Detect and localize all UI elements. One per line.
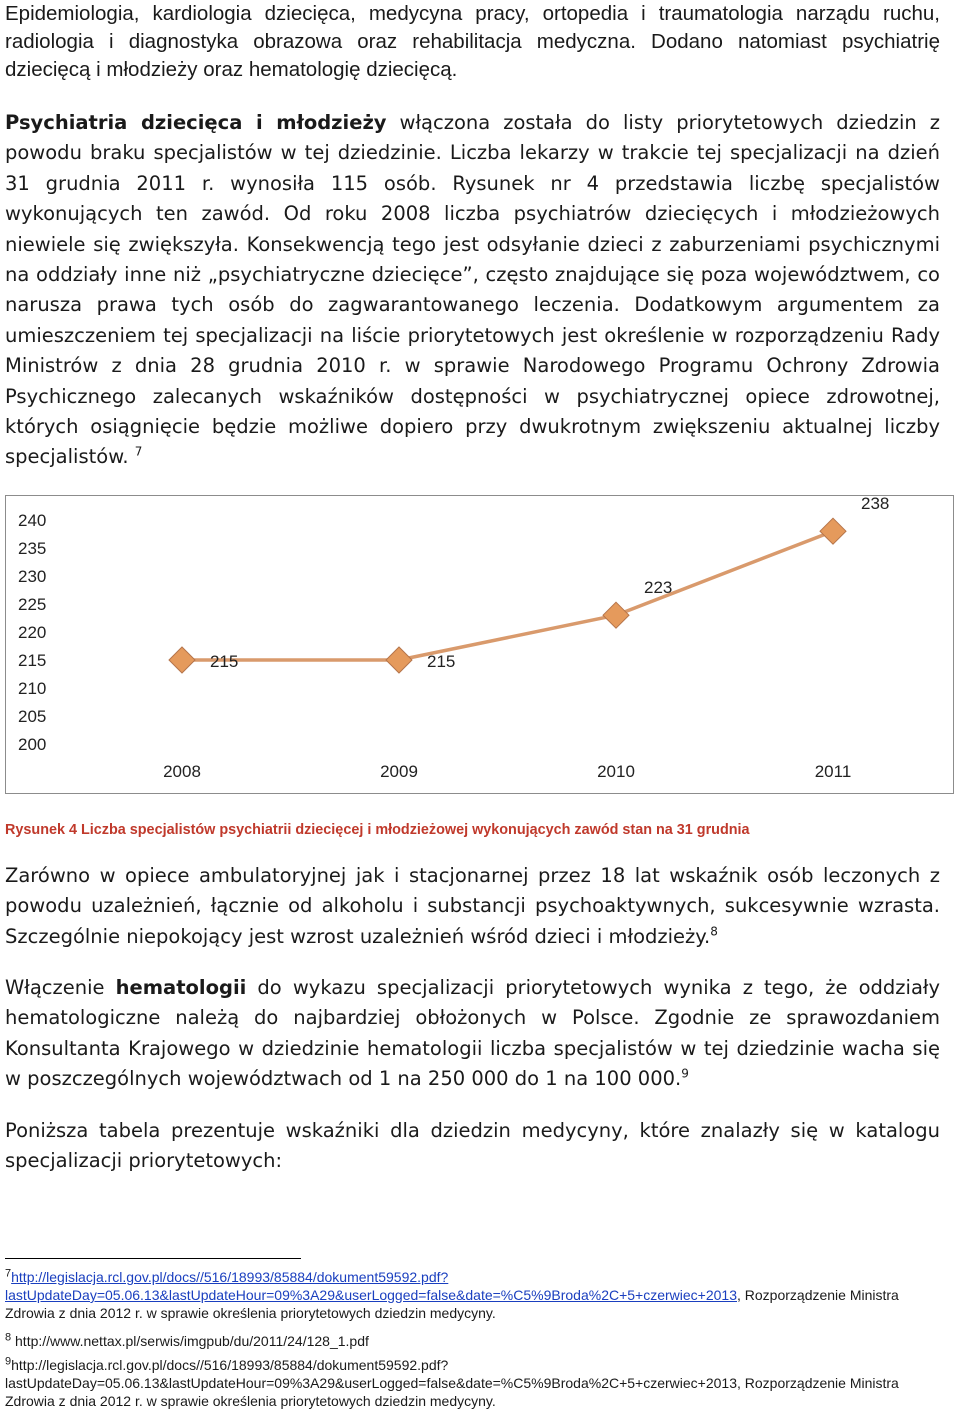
footnote-separator [5, 1258, 301, 1259]
footnote-9-number: 9 [5, 1355, 12, 1368]
psychiatry-heading-bold: Psychiatria dziecięca i młodzieży [5, 111, 387, 134]
y-tick-label: 225 [18, 595, 47, 614]
footnote-ref-8[interactable]: 8 [710, 924, 718, 939]
figure-caption: Rysunek 4 Liczba specjalistów psychiatrii dziecięcej i młodzieżowej wykonujących zawód stan na 31 grudnia [5, 822, 750, 838]
hematology-bold: hematologii [115, 976, 247, 999]
footnote-8-number: 8 [5, 1331, 12, 1344]
y-tick-label: 230 [18, 567, 47, 586]
paragraph-hematology-text: do wykazu specjalizacji priorytetowych wynika z tego, że oddziały hematologiczne należą do najbardziej obłożonych w Polsce. Zgodnie ze sprawozdaniem Konsultanta Krajowego w dziedzinie hematologii liczba specjalistów w tej dziedzinie wacha się w poszczególnych województwach od 1 na 250 000 do 1 na 100 000. [5, 976, 940, 1091]
data-label: 238 [861, 496, 890, 514]
y-tick-label: 200 [18, 735, 47, 754]
y-tick-label: 215 [18, 651, 47, 670]
footnote-ref-7[interactable]: 7 [134, 444, 143, 459]
data-point-marker [820, 518, 846, 544]
paragraph-hematology-lead: Włączenie [5, 976, 116, 999]
x-tick-label: 2008 [163, 762, 201, 781]
x-tick-label: 2009 [380, 762, 418, 781]
footnote-ref-9[interactable]: 9 [681, 1066, 689, 1081]
paragraph-hematology [5, 973, 940, 1095]
data-point-marker [386, 647, 412, 673]
paragraph-table-intro: Poniższa tabela prezentuje wskaźniki dla dziedzin medycyny, które znalazły się w katalogu specjalizacji priorytetowych: [5, 1119, 940, 1173]
data-label: 215 [210, 652, 239, 671]
y-tick-label: 210 [18, 679, 47, 698]
series-line [182, 531, 833, 660]
footnote-9-text: http://legislacja.rcl.gov.pl/docs//516/18993/85884/dokument59592.pdf?lastUpdateDay=05.06.13&lastUpdateHour=09%3A29&userLogged=false&date=%C5%9Broda%2C+5+czerwiec+2013, Rozporządzenie Ministra Zdrowia z dnia 2012 r. w sprawie określenia priorytetowych dziedzin medycyny. [5, 1357, 899, 1409]
y-tick-label: 220 [18, 623, 47, 642]
footnote-9 [5, 1356, 940, 1410]
paragraph-addiction-text: Zarówno w opiece ambulatoryjnej jak i stacjonarnej przez 18 lat wskaźnik osób leczonych z powodu uzależnień, łącznie od alkoholu i substancji psychoaktywnych, sukcesywnie wzrasta. Szczególnie niepokojący jest wzrost uzależnień wśród dzieci i młodzieży. [5, 864, 940, 948]
data-label: 215 [427, 652, 456, 671]
specialists-line-chart [6, 496, 955, 795]
footnote-7-text: , Rozporządzenie Ministra Zdrowia z dnia 2012 r. w sprawie określenia priorytetowych dziedzin medycyny. [5, 1287, 899, 1321]
data-point-marker [603, 602, 629, 628]
paragraph-intro-text: Epidemiologia, kardiologia dziecięca, medycyna pracy, ortopedia i traumatologia narządu ruchu, radiologia i diagnostyka obrazowa oraz rehabilitacja medyczna. Dodano natomiast psychiatrię dziecięcą i młodzieży oraz hematologię dziecięcą. [5, 2, 940, 81]
data-label: 223 [644, 578, 673, 598]
footnote-7 [5, 1268, 940, 1322]
paragraph-psychiatry-text: włączona została do listy priorytetowych dziedzin z powodu braku specjalistów w tej dziedzinie. Liczba lekarzy w trakcie tej specjalizacji na dzień 31 grudnia 2011 r. wynosiła 115 osób. Rysunek nr 4 przedstawia liczbę specjalistów wykonujących ten zawód. Od roku 2008 liczba psychiatrów dziecięcych i młodzieżowych niewiele się zwiększyła. Konsekwencją tego jest odsyłanie dzieci z zaburzeniami psychicznymi na oddziały inne niż „psychiatryczne dziecięce”, często znajdujące się poza województwem, co narusza prawa tych osób do zagwarantowanego leczenia. Dodatkowym argumentem za umieszczeniem tej specjalizacji na liście priorytetowych jest określenie w rozporządzeniu Rady Ministrów z dnia 28 grudnia 2010 r. w sprawie Narodowego Programu Ochrony Zdrowia Psychicznego zalecanych wskaźników dostępności w psychiatrycznej opiece zdrowotnej, których osiągnięcie będzie możliwe dopiero przy dwukrotnym zwiększeniu aktualnej liczby specjalistów. [5, 111, 940, 469]
footnote-7-link[interactable]: http://legislacja.rcl.gov.pl/docs//516/18993/85884/dokument59592.pdf?lastUpdateDay=05.06.13&lastUpdateHour=09%3A29&userLogged=false&date=%C5%9Broda%2C+5+czerwiec+2013 [5, 1269, 737, 1303]
chart-frame [5, 495, 954, 794]
footnote-7-number: 7 [5, 1267, 12, 1280]
data-point-marker [169, 647, 195, 673]
paragraph-psychiatry [5, 108, 940, 473]
x-tick-label: 2010 [597, 762, 635, 781]
footnote-8 [5, 1332, 940, 1350]
y-tick-label: 235 [18, 539, 47, 558]
x-tick-label: 2011 [814, 762, 852, 781]
y-tick-label: 240 [18, 511, 47, 530]
footnote-8-text: http://www.nettax.pl/serwis/imgpub/du/2011/24/128_1.pdf [11, 1333, 369, 1349]
paragraph-addiction [5, 861, 940, 952]
paragraph-intro [5, 0, 940, 84]
y-tick-label: 205 [18, 707, 47, 726]
